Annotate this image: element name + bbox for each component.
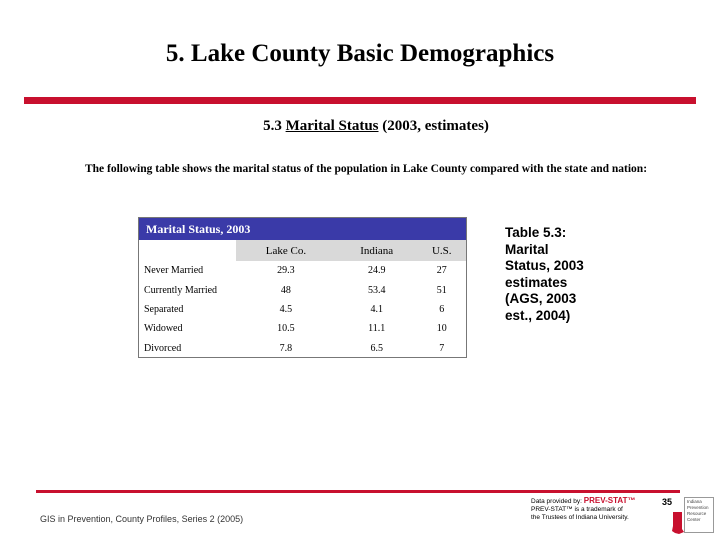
slide-title: 5. Lake County Basic Demographics (165, 40, 555, 67)
table-row (139, 280, 466, 299)
logo-line: Resource (687, 511, 707, 516)
row-label: Separated (144, 303, 184, 315)
logo-line: Prevention (687, 505, 709, 510)
table-row (139, 319, 466, 338)
cell-lake: 48 (280, 284, 291, 296)
subtitle-link[interactable]: Marital Status (285, 118, 379, 134)
cell-lake: 7.8 (279, 342, 293, 354)
cell-us: 27 (436, 265, 447, 277)
row-label: Divorced (144, 342, 182, 354)
subtitle-number: 5.3 (263, 118, 286, 134)
cell-indiana: 53.4 (367, 284, 386, 296)
badge-brand: PREV-STAT™ (583, 496, 636, 505)
cell-indiana: 4.1 (370, 303, 383, 315)
footer-divider (36, 490, 680, 493)
table-caption: Table 5.3: Marital Status, 2003 estimates (AGS, 2003 est., 2004) (505, 225, 584, 323)
cell-lake: 29.3 (277, 265, 295, 277)
prevstat-badge (531, 497, 635, 522)
badge-line-3: the Trustees of Indiana University. (531, 514, 629, 521)
page-number: 35 (662, 497, 673, 507)
section-subtitle (0, 118, 720, 135)
footer-citation: GIS in Prevention, County Profiles, Series 2 (2005) (40, 514, 244, 524)
cell-indiana: 24.9 (367, 265, 386, 277)
logo-line: Indiana (687, 499, 702, 504)
cell-indiana: 11.1 (368, 323, 386, 335)
cell-us: 7 (439, 342, 445, 354)
data-table (139, 240, 466, 358)
badge-prefix: Data provided by: (531, 498, 584, 505)
badge-line-1 (531, 497, 635, 506)
cell-us: 10 (436, 323, 447, 335)
column-header-row (139, 240, 466, 261)
column-header-blank (139, 240, 236, 261)
table-row (139, 300, 466, 319)
iprc-logo (684, 497, 714, 533)
column-header-us: U.S. (418, 240, 466, 261)
title-divider (24, 97, 696, 104)
indiana-map-icon (672, 512, 684, 534)
cell-indiana: 6.5 (370, 342, 383, 354)
logo-line: Center (687, 517, 701, 522)
row-label: Never Married (144, 265, 204, 277)
cell-lake: 10.5 (277, 323, 295, 335)
table-row (139, 261, 466, 280)
table-heading: Marital Status, 2003 (139, 218, 466, 240)
row-label: Currently Married (144, 284, 218, 296)
row-label: Widowed (144, 323, 183, 335)
column-header-indiana: Indiana (336, 240, 418, 261)
table-row (139, 339, 466, 358)
badge-line-2: PREV-STAT™ is a trademark of (531, 506, 623, 513)
column-header-lake: Lake Co. (236, 240, 336, 261)
subtitle-suffix: (2003, estimates) (378, 118, 489, 134)
intro-text: The following table shows the marital status of the population in Lake County compared with the state and nation: (84, 163, 648, 175)
cell-us: 6 (439, 303, 445, 315)
cell-us: 51 (436, 284, 447, 296)
cell-lake: 4.5 (279, 303, 293, 315)
marital-status-table (138, 217, 467, 358)
